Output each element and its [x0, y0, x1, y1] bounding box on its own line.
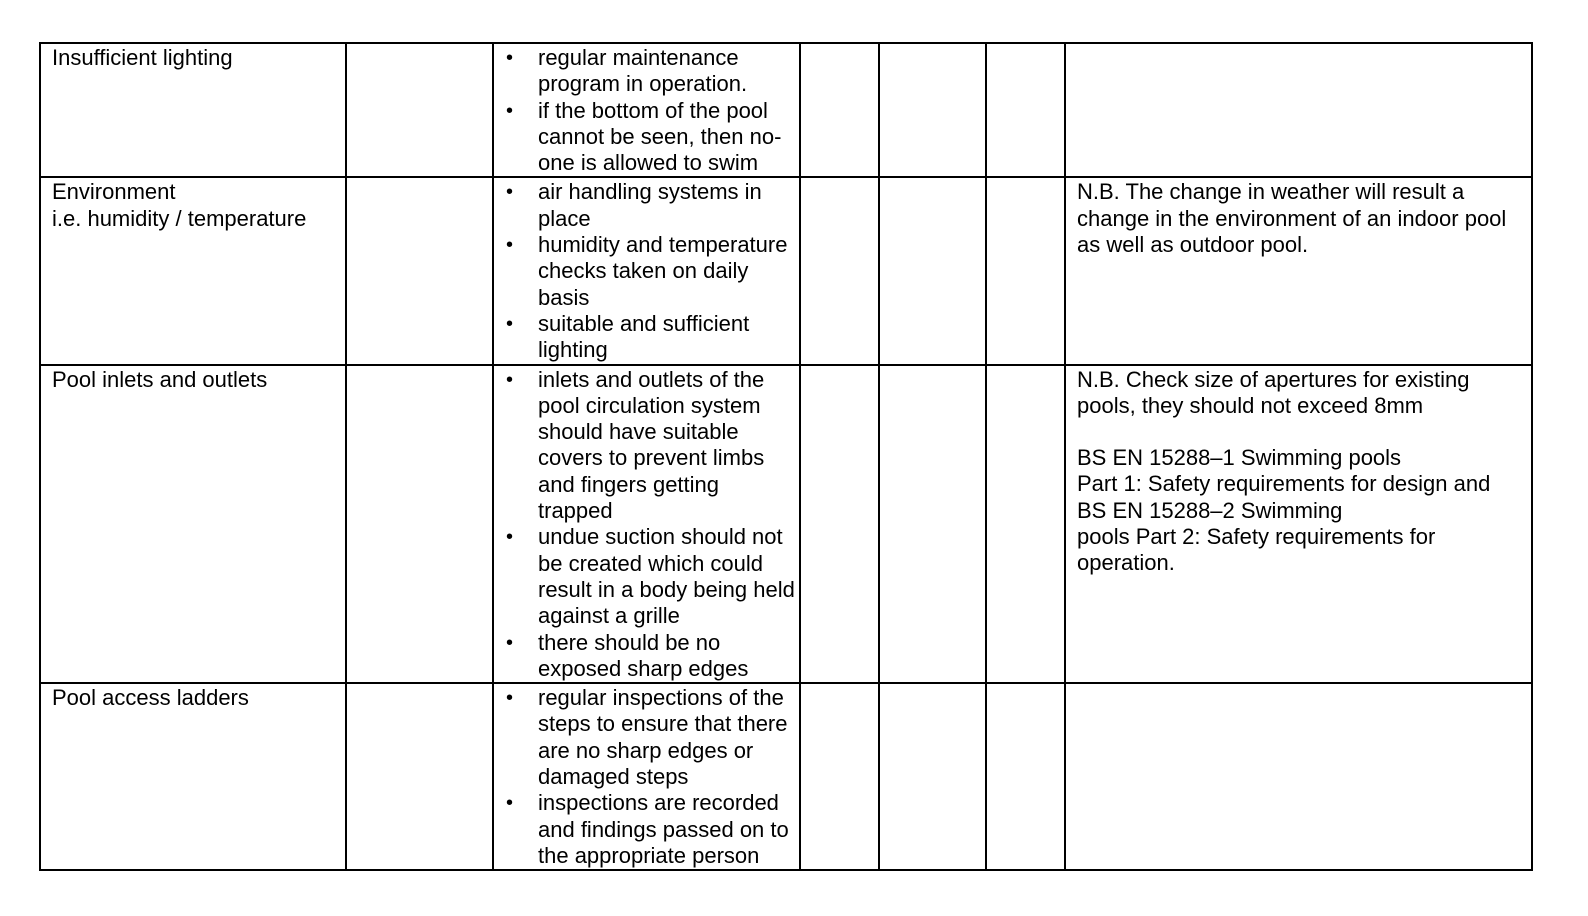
- empty-cell: [986, 43, 1065, 177]
- control-text: regular inspections of the steps to ensure that there are no sharp edges or damaged steps: [538, 685, 788, 790]
- note-text: N.B. The change in weather will result a change in the environment of an indoor pool as well as outdoor pool.: [1077, 179, 1507, 258]
- bullet-icon: •: [506, 47, 514, 69]
- empty-cell: [800, 683, 879, 870]
- standard-reference: BS EN 15288–2 Swimming: [1077, 497, 1343, 523]
- empty-cell: [800, 43, 879, 177]
- bullet-icon: •: [506, 687, 514, 710]
- control-text: regular maintenance program in operation.: [538, 45, 748, 97]
- notes-cell: [1065, 365, 1532, 684]
- control-text: humidity and temperature checks taken on daily basis: [538, 232, 788, 310]
- hazard-text: Pool access ladders: [52, 685, 249, 711]
- control-item: [500, 311, 795, 364]
- empty-cell: [800, 177, 879, 364]
- empty-cell: [346, 365, 493, 684]
- bullet-icon: •: [506, 181, 514, 204]
- bullet-icon: •: [506, 99, 514, 122]
- control-item: [500, 232, 795, 311]
- empty-cell: [879, 683, 986, 870]
- empty-cell: [879, 365, 986, 684]
- control-item: [500, 524, 795, 629]
- control-item: [500, 179, 795, 232]
- hazard-text: Environment: [52, 179, 176, 205]
- hazard-cell: [40, 43, 346, 177]
- hazard-cell: [40, 365, 346, 684]
- table-row: [40, 177, 1532, 364]
- controls-list: [500, 685, 795, 869]
- notes-cell: [1065, 43, 1532, 177]
- note-text: N.B. Check size of apertures for existing pools, they should not exceed 8mm: [1077, 366, 1470, 418]
- control-item: [500, 790, 795, 869]
- hazard-text: Pool inlets and outlets: [52, 366, 268, 392]
- bullet-icon: •: [506, 368, 514, 391]
- hazard-text: Insufficient lighting: [52, 45, 233, 70]
- control-text: inspections are recorded and findings passed on to the appropriate person: [538, 790, 789, 868]
- control-text: inlets and outlets of the pool circulation system should have suitable covers to prevent limbs and fingers getting trapped: [538, 366, 765, 524]
- empty-cell: [879, 177, 986, 364]
- controls-cell: [493, 683, 800, 870]
- empty-cell: [800, 365, 879, 684]
- control-text: if the bottom of the pool cannot be seen, then no-one is allowed to swim: [538, 97, 782, 176]
- bullet-icon: •: [506, 312, 514, 335]
- empty-cell: [346, 43, 493, 177]
- control-item: [500, 45, 795, 98]
- empty-cell: [986, 683, 1065, 870]
- control-text: air handling systems in place: [538, 179, 762, 231]
- empty-cell: [986, 365, 1065, 684]
- note-spacer: [1077, 419, 1523, 445]
- hazard-subtext: i.e. humidity / temperature: [52, 205, 307, 231]
- empty-cell: [346, 683, 493, 870]
- empty-cell: [879, 43, 986, 177]
- controls-list: [500, 45, 795, 176]
- controls-list: [500, 367, 795, 683]
- bullet-icon: •: [506, 526, 514, 549]
- control-text: suitable and sufficient lighting: [538, 310, 750, 363]
- table-row: [40, 43, 1532, 177]
- table-row: [40, 683, 1532, 870]
- notes-cell: [1065, 683, 1532, 870]
- bullet-icon: •: [506, 792, 514, 815]
- hazard-cell: [40, 177, 346, 364]
- standard-reference: pools Part 2: Safety requirements for operation.: [1077, 524, 1436, 576]
- bullet-icon: •: [506, 234, 514, 257]
- control-item: [500, 630, 795, 683]
- bullet-icon: •: [506, 631, 514, 654]
- control-item: [500, 98, 795, 177]
- controls-cell: [493, 43, 800, 177]
- controls-cell: [493, 365, 800, 684]
- standard-reference: Part 1: Safety requirements for design and: [1077, 471, 1491, 497]
- standard-reference: BS EN 15288–1 Swimming pools: [1077, 445, 1402, 471]
- control-item: [500, 367, 795, 525]
- control-text: undue suction should not be created which could result in a body being held against a grille: [538, 524, 795, 629]
- risk-assessment-table: [39, 42, 1533, 871]
- notes-cell: [1065, 177, 1532, 364]
- controls-cell: [493, 177, 800, 364]
- control-item: [500, 685, 795, 790]
- table-row: [40, 365, 1532, 684]
- empty-cell: [346, 177, 493, 364]
- hazard-cell: [40, 683, 346, 870]
- control-text: there should be no exposed sharp edges: [538, 629, 749, 681]
- empty-cell: [986, 177, 1065, 364]
- controls-list: [500, 179, 795, 363]
